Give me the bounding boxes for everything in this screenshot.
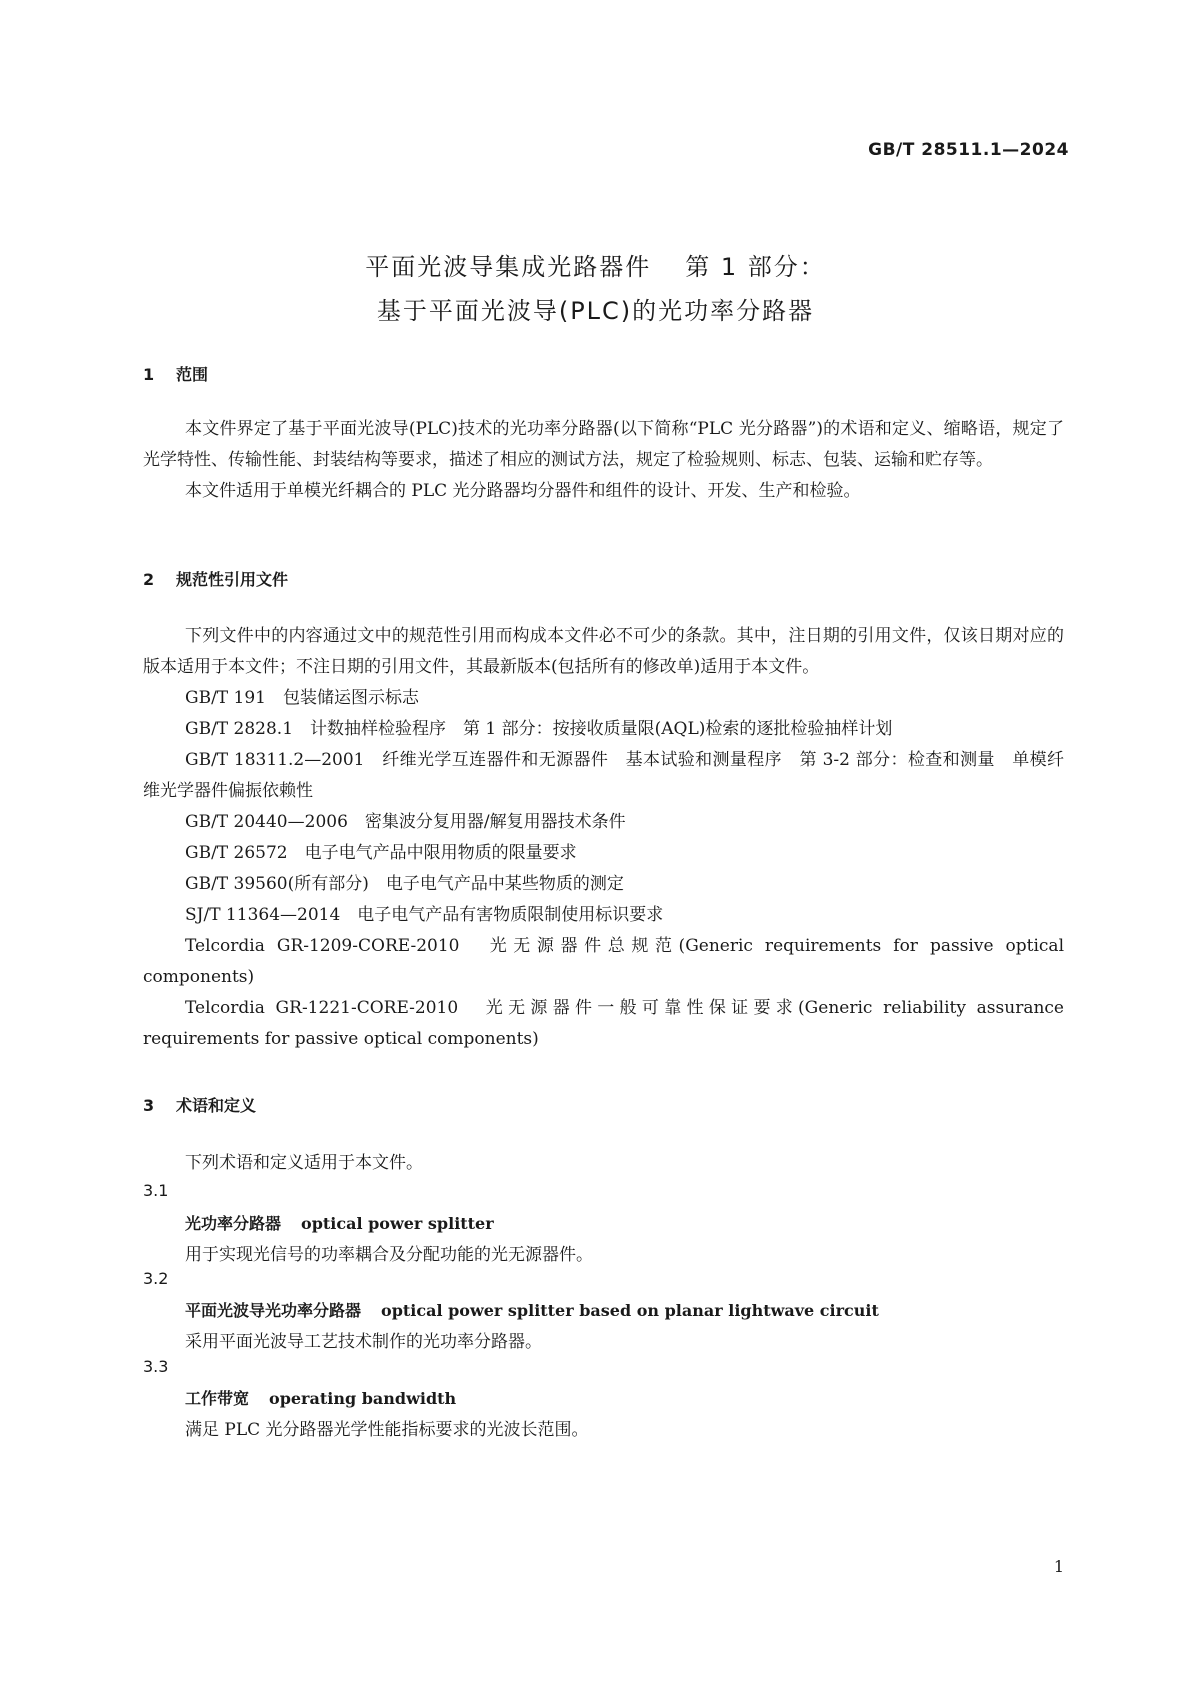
clause-number: 3.2 [143, 1269, 169, 1288]
term-definition: 满足 PLC 光分路器光学性能指标要求的光波长范围。 [185, 1420, 589, 1440]
term-definition: 采用平面光波导工艺技术制作的光功率分路器。 [185, 1332, 542, 1352]
section-title: 规范性引用文件 [176, 570, 289, 589]
term-zh: 光功率分路器 [185, 1214, 282, 1233]
term-en: optical power splitter based on planar lightwave circuit [381, 1301, 879, 1320]
section-number: 2 [143, 570, 155, 589]
scope-paragraph-2: 本文件适用于单模光纤耦合的 PLC 光分路器均分器件和组件的设计、开发、生产和检验。 [185, 481, 861, 501]
document-title-line-2: 基于平面光波导(PLC)的光功率分路器 [376, 297, 815, 325]
reference-item: GB/T 2828.1 计数抽样检验程序 第 1 部分：按接收质量限(AQL)检索的逐批检验抽样计划 [185, 719, 893, 739]
title-part-a: 平面光波导集成光路器件 [365, 253, 652, 281]
term-heading [185, 1211, 494, 1234]
terms-intro [143, 1148, 1064, 1179]
term-heading [185, 1386, 456, 1409]
terms-intro-text: 下列术语和定义适用于本文件。 [185, 1153, 423, 1173]
title-part-b: 第 1 部分： [685, 253, 826, 281]
normative-intro: 下列文件中的内容通过文中的规范性引用而构成本文件必不可少的条款。其中，注日期的引用文件，仅该日期对应的版本适用于本文件；不注日期的引用文件，其最新版本(包括所有的修改单)适用于本文件。 [143, 626, 1064, 677]
term-definition: 用于实现光信号的功率耦合及分配功能的光无源器件。 [185, 1245, 593, 1265]
term-en: optical power splitter [301, 1214, 494, 1233]
term-zh: 工作带宽 [185, 1389, 250, 1408]
reference-item: SJ/T 11364—2014 电子电气产品有害物质限制使用标识要求 [185, 905, 664, 925]
document-title-line-1 [0, 247, 1191, 282]
normative-references [143, 621, 1064, 1055]
reference-item: Telcordia GR-1209-CORE-2010 光无源器件总规范(Generic requirements for passive optical components) [143, 936, 1064, 987]
section-number: 1 [143, 365, 155, 384]
reference-item: GB/T 20440—2006 密集波分复用器/解复用器技术条件 [185, 812, 626, 832]
term-heading [185, 1298, 879, 1321]
section-2-heading [143, 567, 288, 590]
section-1-heading [143, 362, 208, 385]
reference-item: GB/T 18311.2—2001 纤维光学互连器件和无源器件 基本试验和测量程序 第 3-2 部分：检查和测量 单模纤维光学器件偏振依赖性 [143, 750, 1064, 801]
section-title: 范围 [176, 365, 209, 384]
scope-paragraph-1: 本文件界定了基于平面光波导(PLC)技术的光功率分路器(以下简称“PLC 光分路器”)的术语和定义、缩略语，规定了光学特性、传输性能、封装结构等要求，描述了相应的测试方法，规定了检验规则、标志、包装、运输和贮存等。 [143, 419, 1064, 470]
page-number: 1 [1053, 1557, 1064, 1576]
reference-item: Telcordia GR-1221-CORE-2010 光无源器件一般可靠性保证要求(Generic reliability assurance requirements for passive optical components) [143, 998, 1064, 1049]
reference-item: GB/T 26572 电子电气产品中限用物质的限量要求 [185, 843, 577, 863]
term-en: operating bandwidth [269, 1389, 457, 1408]
scope-text [143, 414, 1064, 507]
reference-item: GB/T 39560(所有部分) 电子电气产品中某些物质的测定 [185, 874, 624, 894]
reference-item: GB/T 191 包装储运图示标志 [185, 688, 419, 708]
section-number: 3 [143, 1096, 155, 1115]
term-zh: 平面光波导光功率分路器 [185, 1301, 362, 1320]
section-title: 术语和定义 [176, 1096, 257, 1115]
clause-number: 3.3 [143, 1357, 169, 1376]
clause-number: 3.1 [143, 1181, 169, 1200]
section-3-heading [143, 1093, 256, 1116]
document-code: GB/T 28511.1—2024 [868, 140, 1069, 160]
